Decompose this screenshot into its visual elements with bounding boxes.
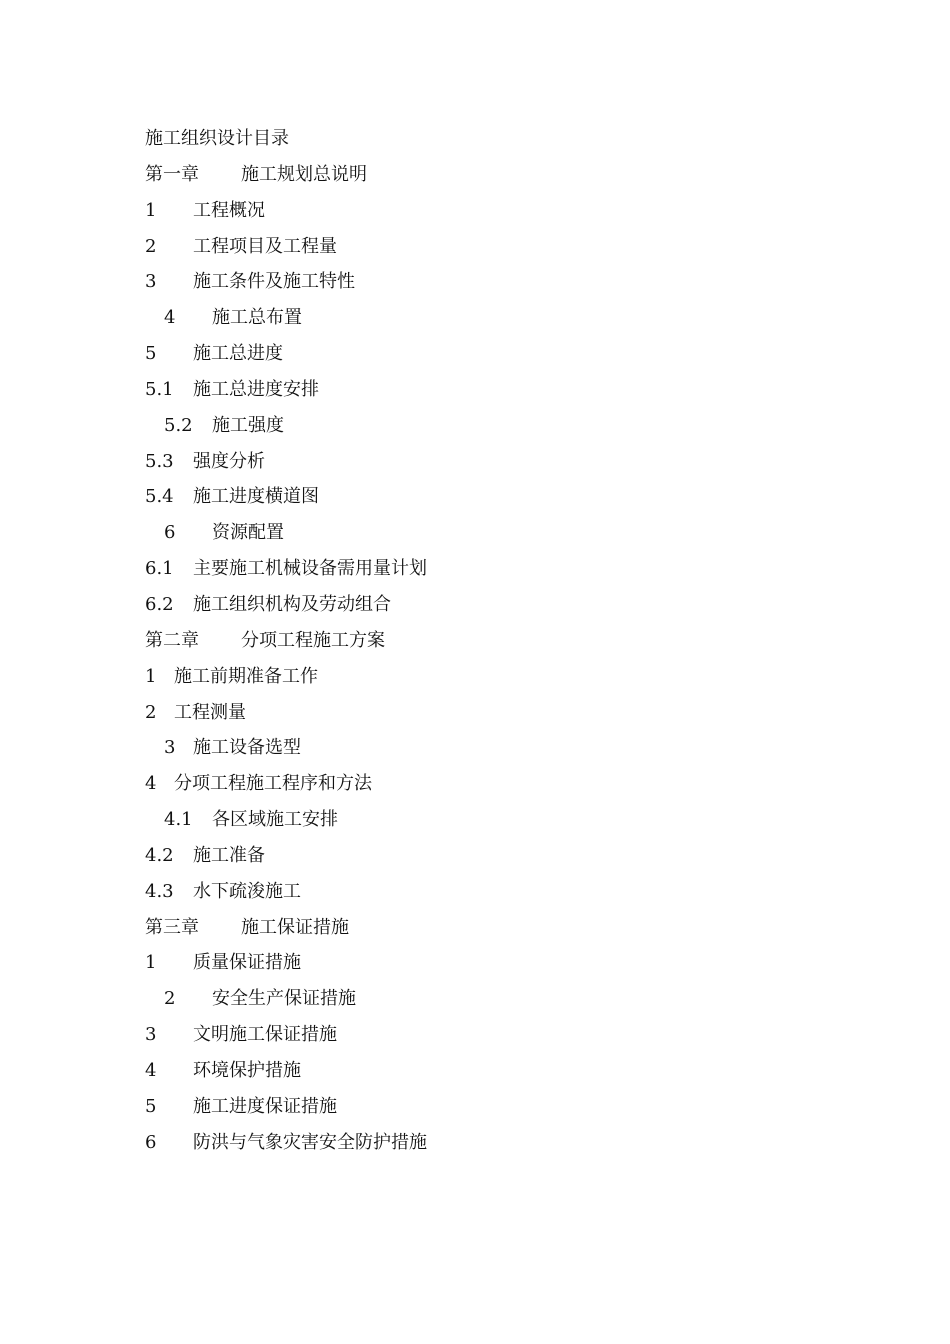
toc-label: 工程概况 <box>193 199 265 221</box>
toc-entry <box>145 1017 845 1053</box>
toc-label: 分项工程施工方案 <box>241 629 385 651</box>
toc-entry <box>145 659 845 695</box>
toc-label: 强度分析 <box>193 450 265 472</box>
toc-label: 防洪与气象灾害安全防护措施 <box>193 1131 427 1153</box>
toc-number: 4 <box>145 1059 157 1081</box>
toc-label: 施工规划总说明 <box>241 163 367 185</box>
toc-label: 各区域施工安排 <box>212 809 338 831</box>
toc-entry <box>145 1053 845 1089</box>
toc-number: 3 <box>145 271 157 293</box>
toc-label: 施工总布置 <box>212 307 302 329</box>
toc-number: 4.1 <box>164 809 193 831</box>
toc-number: 5 <box>145 1095 157 1117</box>
toc-chapter-heading <box>145 157 845 193</box>
toc-number: 1 <box>145 199 157 221</box>
toc-label: 主要施工机械设备需用量计划 <box>193 558 427 580</box>
toc-label: 施工条件及施工特性 <box>193 271 355 293</box>
toc-entry <box>145 193 845 229</box>
toc-number: 1 <box>145 665 157 687</box>
toc-title-text: 施工组织设计目录 <box>145 128 289 149</box>
toc-entry <box>145 766 845 802</box>
toc-label: 施工准备 <box>193 844 265 866</box>
toc-number: 5.2 <box>164 414 193 436</box>
toc-entry <box>145 408 845 444</box>
toc-entry <box>145 874 845 910</box>
toc-label: 工程项目及工程量 <box>193 235 337 257</box>
toc-number: 第三章 <box>145 916 199 938</box>
toc-number: 2 <box>145 235 157 257</box>
toc-label: 施工组织机构及劳动组合 <box>193 593 391 615</box>
toc-label: 施工总进度 <box>193 343 283 365</box>
toc-number: 5.3 <box>145 450 174 472</box>
toc-entry <box>145 695 845 731</box>
toc-label: 施工保证措施 <box>241 916 349 938</box>
toc-entry <box>145 515 845 551</box>
toc-entry <box>145 1125 845 1161</box>
toc-entry <box>145 336 845 372</box>
toc-number: 2 <box>145 701 157 723</box>
toc-label: 质量保证措施 <box>193 952 301 974</box>
toc-number: 4 <box>164 307 176 329</box>
toc-entry <box>145 730 845 766</box>
toc-chapter-heading <box>145 910 845 946</box>
toc-entry <box>145 1089 845 1125</box>
toc-label: 工程测量 <box>174 701 246 723</box>
toc-entry <box>145 945 845 981</box>
toc-number: 2 <box>164 988 176 1010</box>
toc-label: 施工总进度安排 <box>193 378 319 400</box>
toc-label: 施工进度横道图 <box>193 486 319 508</box>
table-of-contents <box>145 121 845 1160</box>
toc-entry <box>145 479 845 515</box>
toc-number: 4 <box>145 773 157 795</box>
toc-number: 5.4 <box>145 486 174 508</box>
toc-label: 环境保护措施 <box>193 1059 301 1081</box>
toc-label: 施工设备选型 <box>193 737 301 759</box>
toc-number: 1 <box>145 952 157 974</box>
toc-entry <box>145 264 845 300</box>
toc-label: 施工前期准备工作 <box>174 665 318 687</box>
toc-label: 资源配置 <box>212 522 284 544</box>
toc-entry <box>145 587 845 623</box>
toc-number: 6 <box>145 1131 157 1153</box>
toc-label: 安全生产保证措施 <box>212 988 356 1010</box>
toc-number: 5.1 <box>145 378 174 400</box>
toc-label: 文明施工保证措施 <box>193 1024 337 1046</box>
toc-number: 第一章 <box>145 163 199 185</box>
toc-number: 5 <box>145 343 157 365</box>
toc-entry <box>145 838 845 874</box>
toc-entry <box>145 300 845 336</box>
toc-entry <box>145 551 845 587</box>
toc-entry <box>145 229 845 265</box>
toc-number: 3 <box>145 1024 157 1046</box>
toc-entry <box>145 372 845 408</box>
toc-number: 6.2 <box>145 593 174 615</box>
toc-chapter-heading <box>145 623 845 659</box>
toc-number: 4.3 <box>145 880 174 902</box>
toc-number: 4.2 <box>145 844 174 866</box>
toc-entry <box>145 802 845 838</box>
toc-label: 分项工程施工程序和方法 <box>174 773 372 795</box>
toc-entry <box>145 981 845 1017</box>
toc-number: 3 <box>164 737 176 759</box>
toc-label: 施工进度保证措施 <box>193 1095 337 1117</box>
toc-title <box>145 121 845 157</box>
toc-number: 6.1 <box>145 558 174 580</box>
toc-number: 6 <box>164 522 176 544</box>
toc-label: 施工强度 <box>212 414 284 436</box>
toc-number: 第二章 <box>145 629 199 651</box>
toc-entry <box>145 444 845 480</box>
toc-label: 水下疏浚施工 <box>193 880 301 902</box>
